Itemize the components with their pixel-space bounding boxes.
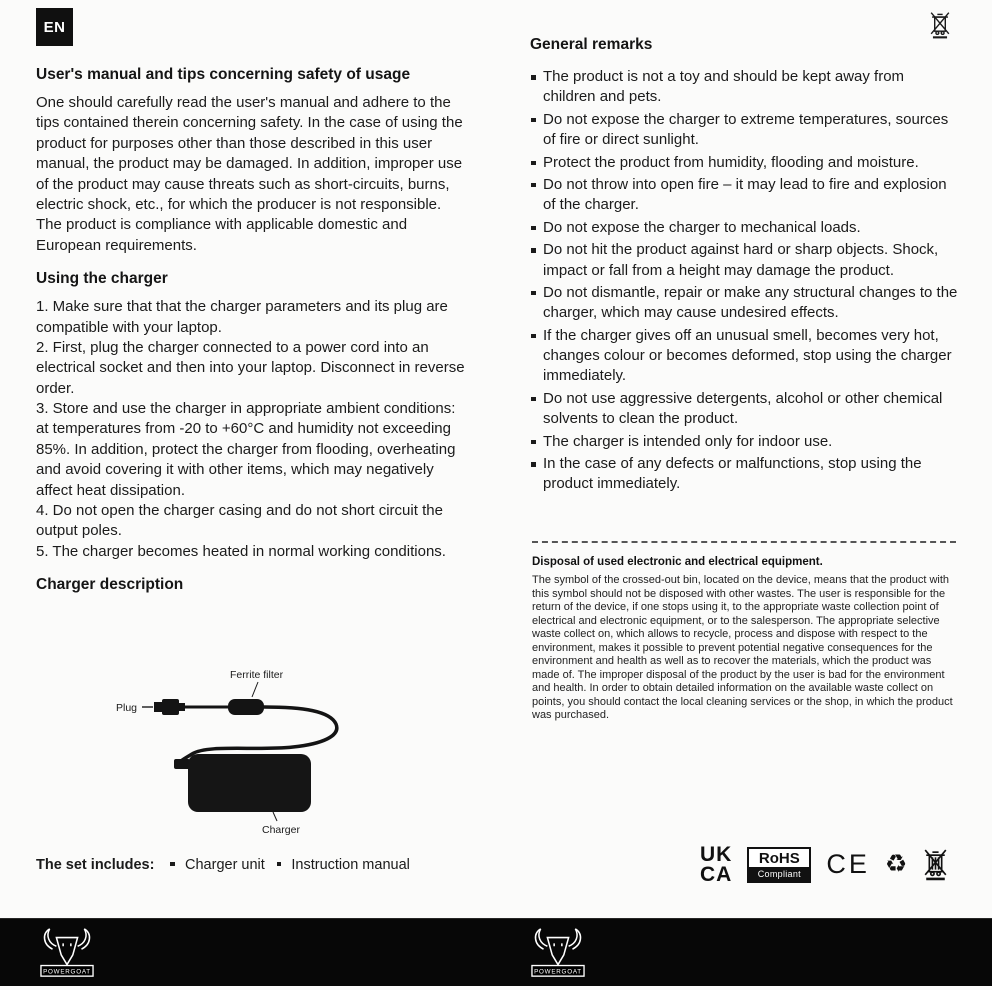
powergoat-logo — [529, 926, 587, 980]
usage-step: 4. Do not open the charger casing and do not short circuit the output poles. — [36, 502, 443, 540]
recycle-icon: ♻ — [884, 850, 908, 879]
remark-item: Do not expose the charger to mechanical loads. — [530, 218, 958, 238]
bullet-square-icon — [170, 862, 175, 867]
powergoat-logo-text: POWERGOAT — [534, 968, 582, 976]
dashed-separator — [532, 541, 956, 543]
charger-label: Charger — [262, 824, 300, 836]
usage-steps — [36, 297, 469, 562]
rohs-compliant-label: Compliant — [749, 867, 809, 881]
ukca-bottom: CA — [700, 862, 733, 886]
left-column — [36, 62, 469, 603]
compliance-marks — [700, 845, 962, 885]
general-remarks-heading: General remarks — [530, 36, 653, 53]
weee-bin-icon — [922, 847, 949, 882]
rohs-mark — [747, 847, 811, 883]
plug-label: Plug — [116, 702, 138, 714]
remark-item: Do not use aggressive detergents, alcohol or other chemical solvents to clean the product. — [530, 389, 958, 430]
ukca-mark — [700, 845, 732, 885]
right-column — [530, 36, 958, 497]
footer-band — [0, 918, 992, 986]
dc-connector-icon — [174, 759, 190, 769]
powergoat-logo-text: POWERGOAT — [43, 968, 91, 976]
plug-icon — [154, 699, 185, 715]
general-remarks-list — [530, 67, 958, 495]
remark-item: Do not hit the product against hard or sharp objects. Shock, impact or fall from a height may damage the product. — [530, 240, 958, 281]
rohs-label: RoHS — [758, 850, 800, 868]
remark-item: Protect the product from humidity, flooding and moisture. — [530, 153, 958, 173]
usage-step: 2. First, plug the charger connected to a power cord into an electrical socket and then into your laptop. Disconnect in reverse order. — [36, 338, 465, 397]
using-heading: Using the charger — [36, 270, 168, 288]
description-heading: Charger description — [36, 576, 184, 594]
remark-item: In the case of any defects or malfunctions, stop using the product immediately. — [530, 454, 958, 495]
usage-step: 3. Store and use the charger in appropriate ambient conditions: at temperatures from -20 to +60°C and humidity not exceeding 85%. In addition, protect the charger from flooding, overheating and avoid covering it with other items, which may negatively affect heat dissipation. — [36, 400, 456, 499]
charger-body-icon — [188, 754, 311, 812]
charger-diagram — [108, 664, 448, 838]
set-includes-line — [36, 857, 410, 873]
ferrite-filter-label: Ferrite filter — [230, 669, 284, 681]
remark-item: The product is not a toy and should be kept away from children and pets. — [530, 67, 958, 108]
usage-step: 1. Make sure that that the charger parameters and its plug are compatible with your laptop. — [36, 298, 448, 336]
remark-item: Do not dismantle, repair or make any structural changes to the charger, which may cause undesired effects. — [530, 283, 958, 324]
safety-heading: User's manual and tips concerning safety of usage — [36, 66, 411, 83]
ukca-top: UK — [700, 843, 733, 866]
remark-item: Do not expose the charger to extreme temperatures, sources of fire or direct sunlight. — [530, 110, 958, 151]
disposal-section — [532, 541, 956, 723]
disposal-heading: Disposal of used electronic and electrical equipment. — [532, 556, 823, 568]
safety-paragraph: One should carefully read the user's manual and adhere to the tips contained therein concerning safety. In the case of using the product for purposes other than those described in this user manual, the product may be damaged. In addition, improper use of the product may cause threats such as short-circuits, burns, electric shock, etc., for which the producer is not responsible. The product is compliance with applicable domestic and European requirements. — [36, 94, 463, 254]
powergoat-logo — [38, 926, 96, 980]
set-includes-label: The set includes: — [36, 857, 155, 873]
set-item: Charger unit — [185, 857, 265, 873]
remark-item: If the charger gives off an unusual smell, becomes very hot, changes colour or becomes deformed, stop using the charger immediately. — [530, 326, 958, 387]
ferrite-filter-icon — [228, 699, 264, 715]
usage-step: 5. The charger becomes heated in normal working conditions. — [36, 542, 446, 560]
language-badge: EN — [36, 8, 73, 46]
ce-mark: CE — [826, 849, 870, 880]
remark-item: The charger is intended only for indoor use. — [530, 432, 958, 452]
disposal-paragraph: The symbol of the crossed-out bin, located on the device, means that the product with this symbol should not be disposed with other wastes. The user is responsible for the return of the device, if one stops using it, to the appropriate waste collection point of electrical and electronic equipment, or to the salesperson. The appropriate selective waste collect on, which allows to recycle, process and dispose with respect to the environment, makes it possible to prevent potential negative consequences for the environment and health as well as to recover the materials, which the product was made of. The improper disposal of the product by the user is bad for the environment and health. In order to obtain detailed information on the available waste collect on points, you should contact the local cleaning services or the shop, in which the product was purchased. — [532, 574, 953, 722]
remark-item: Do not throw into open fire – it may lead to fire and explosion of the charger. — [530, 175, 958, 216]
set-item: Instruction manual — [291, 857, 410, 873]
bullet-square-icon — [277, 862, 282, 867]
